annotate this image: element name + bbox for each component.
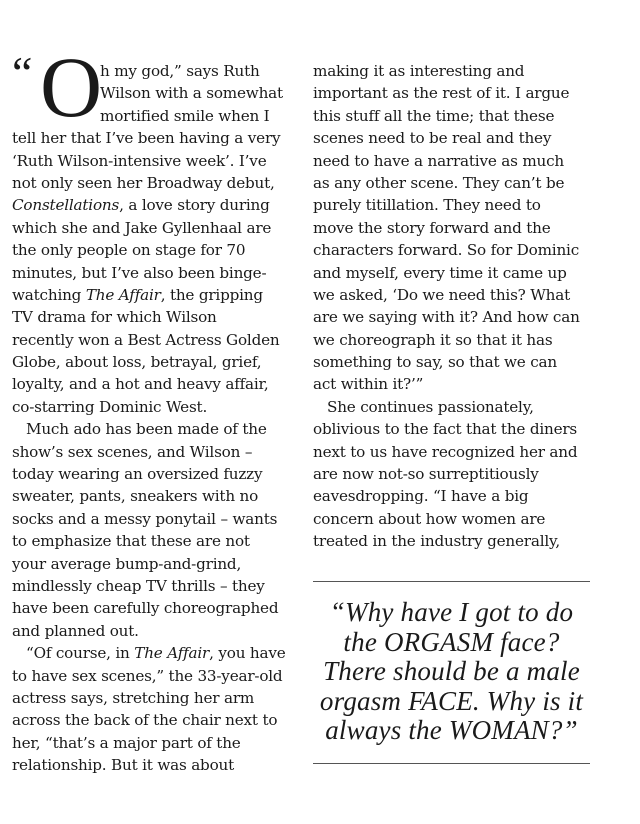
text-segment: mindlessly cheap TV thrills – they [12,576,265,595]
pull-quote-line: always the WOMAN?” [325,715,578,745]
text-line [12,194,302,216]
text-segment: are now not-so surreptitiously [313,465,539,484]
text-line [12,732,302,754]
text-segment: are we saying with it? And how can [313,308,580,327]
text-segment: actress says, stretching her arm [12,688,255,707]
text-line [313,127,628,149]
text-line [12,284,302,306]
text-segment: purely titillation. They need to [313,196,541,215]
text-segment: She continues passionately, [327,397,534,416]
text-segment: we asked, ‘Do we need this? What [313,285,570,304]
text-line [313,284,628,306]
text-line [313,217,628,239]
text-segment: move the story forward and the [313,218,551,237]
text-segment: her, “that’s a major part of the [12,733,241,752]
text-segment: minutes, but I’ve also been binge- [12,263,267,282]
text-segment: Much ado has been made of the [26,420,267,439]
text-line [12,239,302,261]
text-line [313,82,628,104]
text-segment: loyalty, and a hot and heavy affair, [12,375,269,394]
text-segment: to emphasize that these are not [12,532,250,551]
text-line [313,373,628,395]
text-segment: your average bump-and-grind, [12,554,242,573]
text-segment: next to us have recognized her and [313,442,578,461]
text-line [12,60,302,82]
text-segment: this stuff all the time; that these [313,106,555,125]
text-segment: tell her that I’ve been having a very [12,129,281,148]
text-line [12,306,302,328]
text-segment: co-starring Dominic West. [12,397,208,416]
text-line [12,575,302,597]
text-line [12,105,302,127]
pull-quote-line: orgasm FACE. Why is it [319,685,584,716]
text-segment: we choreograph it so that it has [313,330,553,349]
text-line [313,508,628,530]
text-line [313,530,628,552]
text-segment: to have sex scenes,” the 33-year-old [12,666,283,685]
text-segment: Wilson with a somewhat [100,84,283,103]
text-segment: which she and Jake Gyllenhaal are [12,218,272,237]
text-line [12,262,302,284]
text-line [12,553,302,575]
text-line [12,396,302,418]
text-line [12,329,302,351]
text-segment: watching [12,285,86,304]
text-line [313,60,628,82]
pull-quote-line: “Why have I got to do [329,597,574,627]
article-column-left [12,60,302,777]
text-segment: Globe, about loss, betrayal, grief, [12,353,262,372]
text-segment: scenes need to be real and they [313,129,552,148]
text-line [12,351,302,373]
text-segment: across the back of the chair next to [12,711,278,730]
text-line [12,709,302,731]
text-segment: today wearing an oversized fuzzy [12,465,263,484]
italic-title: The Affair [85,285,161,304]
dropcap-quote-mark: “ [12,47,33,98]
text-segment: the only people on stage for 70 [12,241,246,260]
text-segment: important as the rest of it. I argue [313,84,570,103]
text-segment: not only seen her Broadway debut, [12,173,275,192]
text-line [313,463,628,485]
text-segment: mortified smile when I [100,106,270,125]
text-segment: , a love story during [119,196,270,215]
text-line [12,620,302,642]
text-line [12,373,302,395]
italic-title: The Affair [134,644,210,663]
text-line [313,239,628,261]
text-segment: , the gripping [160,285,263,304]
text-line [12,754,302,776]
text-line [313,262,628,284]
text-segment: TV drama for which Wilson [12,308,217,327]
text-line [12,217,302,239]
text-segment: socks and a messy ponytail – wants [12,509,278,528]
dropcap-letter: O [40,39,103,135]
text-line [12,508,302,530]
pull-quote-bottom-rule [313,763,590,764]
text-line [12,172,302,194]
text-segment: concern about how women are [313,509,546,528]
pull-quote-line: the ORGASM face? [343,626,560,657]
text-line [313,150,628,172]
text-segment: , you have [209,644,286,663]
text-segment: oblivious to the fact that the diners [313,420,578,439]
text-line [12,665,302,687]
text-segment: treated in the industry generally, [313,532,561,551]
text-segment: show’s sex scenes, and Wilson – [12,442,253,461]
text-line [313,351,628,373]
text-line [12,82,302,104]
text-line [12,642,302,664]
text-segment: eavesdropping. “I have a big [313,487,529,506]
text-segment: relationship. But it was about [12,756,234,775]
text-line [12,150,302,172]
text-line [313,306,628,328]
text-segment: have been carefully choreographed [12,599,279,618]
text-line [12,418,302,440]
text-line [12,597,302,619]
text-line [313,105,628,127]
text-line [12,530,302,552]
text-line [12,463,302,485]
text-line [12,687,302,709]
text-line [313,329,628,351]
text-segment: and myself, every time it came up [313,263,567,282]
article-column-right [313,60,628,553]
text-segment: h my god,” says Ruth [100,62,260,80]
pull-quote [313,598,590,746]
text-line [12,485,302,507]
text-segment: act within it?’” [313,375,424,394]
text-segment: “Of course, in [26,644,135,663]
pull-quote-line: There should be a male [323,656,580,686]
text-line [313,441,628,463]
text-line [12,127,302,149]
text-line [12,441,302,463]
text-segment: recently won a Best Actress Golden [12,330,280,349]
italic-title: Constellations [12,196,120,215]
text-line [313,396,628,418]
text-line [313,172,628,194]
text-segment: something to say, so that we can [313,353,557,372]
pull-quote-top-rule [313,581,590,582]
text-segment: and planned out. [12,621,139,640]
text-segment: sweater, pants, sneakers with no [12,487,259,506]
text-line [313,485,628,507]
text-segment: need to have a narrative as much [313,151,565,170]
text-segment: ‘Ruth Wilson-intensive week’. I’ve [12,151,267,170]
text-line [313,418,628,440]
text-line [313,194,628,216]
text-segment: as any other scene. They can’t be [313,173,565,192]
text-segment: making it as interesting and [313,62,525,80]
text-segment: characters forward. So for Dominic [313,241,580,260]
